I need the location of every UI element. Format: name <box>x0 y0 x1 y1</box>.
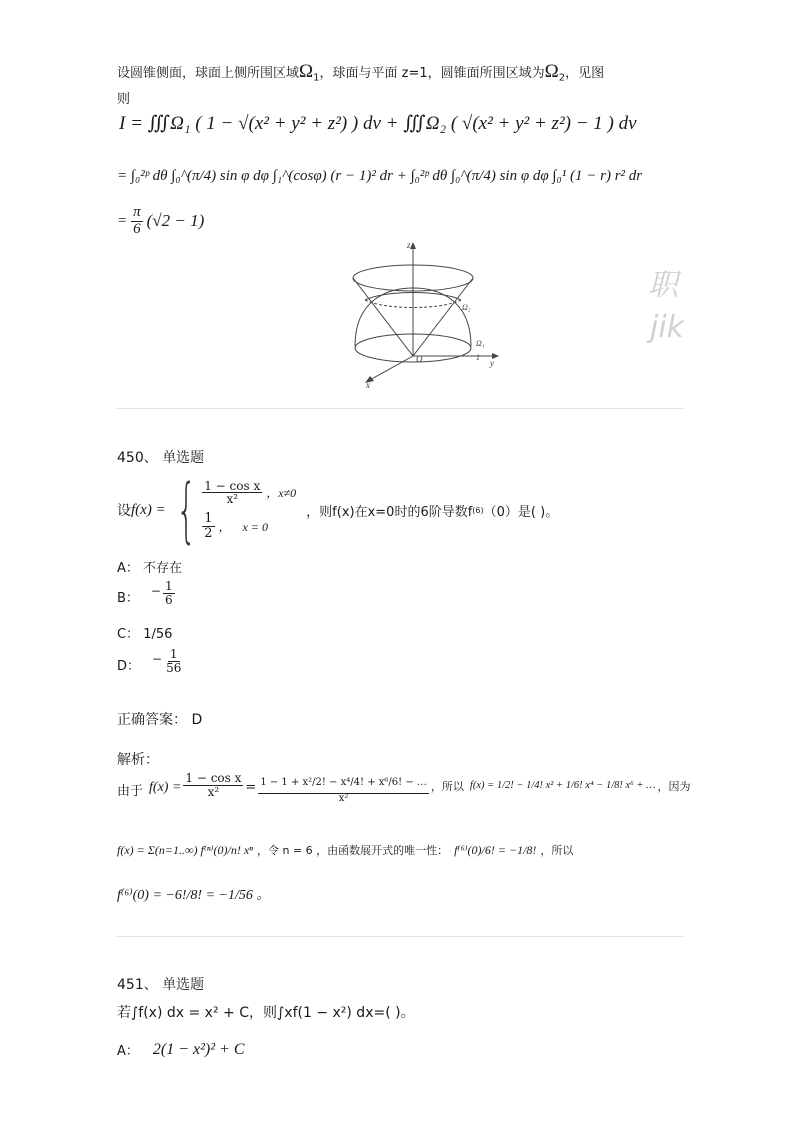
divider-1 <box>117 408 684 409</box>
an1-series-num: 1 − 1 + x²/2! − x⁴/4! + x⁶/6! − … <box>258 774 429 794</box>
option-text: 1/56 <box>143 627 173 642</box>
omega1-symbol: Ω <box>299 61 314 82</box>
q450-stem-end: （0）是( )。 <box>483 504 559 520</box>
answer-value: D <box>191 712 203 728</box>
omega2-subscript: 2 <box>558 72 566 84</box>
option-sign: − <box>150 584 161 599</box>
an1-frac <box>183 772 243 798</box>
q450-case1-num: 1 − cos x <box>204 478 261 493</box>
q450-option-d[interactable] <box>117 648 183 674</box>
result-fraction-den: 6 <box>133 220 141 237</box>
divider-2 <box>117 936 684 937</box>
option-label: B： <box>117 591 139 607</box>
q450-case-1 <box>202 480 296 506</box>
integral-equation-1: I = ∭Ω₁ ( 1 − √(x² + y² + z²) ) dv + ∭Ω₂ ( √(x² + y² + z²) − 1 ) dv <box>119 113 637 134</box>
y-axis-label: y <box>490 358 494 368</box>
option-sign: − <box>152 652 163 667</box>
answer-label: 正确答案： <box>117 712 187 728</box>
option-fraction <box>164 648 183 674</box>
intro-text-a: 设圆锥侧面，球面上侧所围区域 <box>117 66 300 81</box>
an2-formula: f(x) = Σ(n=1..∞) f⁽ⁿ⁾(0)/n! xⁿ <box>117 842 253 857</box>
q450-option-c[interactable] <box>117 623 172 642</box>
q450-case1-cond: ，x≠0 <box>266 486 297 501</box>
watermark-line-1: 职 <box>648 268 678 303</box>
option-num: 1 <box>164 579 173 593</box>
result-tail: (√2 − 1) <box>146 211 205 231</box>
integral-result <box>117 205 204 238</box>
analysis-line-3: f⁽⁶⁾(0) = −6!/8! = −1/56 。 <box>117 888 271 903</box>
q450-stem <box>117 471 558 549</box>
option-text: 2(1 − x²)² + C <box>152 1040 245 1058</box>
option-den: 56 <box>166 660 182 675</box>
option-text: 不存在 <box>143 561 183 576</box>
q450-case2-frac <box>202 512 214 540</box>
an1-eq: = <box>245 780 257 795</box>
option-num: 1 <box>169 647 178 661</box>
q450-stem-prefix: 设 <box>117 503 131 519</box>
an1-fx: f(x) = <box>149 780 182 795</box>
option-label: A： <box>117 1044 139 1059</box>
q450-fx: f(x) = <box>131 501 166 518</box>
q451-option-a[interactable] <box>117 1040 245 1059</box>
an2-text-b: ，所以 <box>540 844 574 857</box>
one-label: 1 <box>476 353 480 362</box>
q450-case1-frac <box>202 480 262 506</box>
z-axis-label: z <box>407 240 411 250</box>
q450-analysis-label: 解析： <box>117 752 159 768</box>
an2-text-a: ，令 n = 6 ，由函数展开式的唯一性： <box>256 844 449 857</box>
q450-brace: { <box>175 469 196 551</box>
q450-case-2 <box>202 512 296 540</box>
q450-case2-num: 1 <box>204 510 213 526</box>
omega1-subscript: 1 <box>313 72 320 84</box>
watermark-line-2: jik <box>650 310 685 345</box>
intro-line-1 <box>117 61 604 84</box>
origin-label: O <box>416 354 423 364</box>
q451-number: 451、 <box>117 977 158 993</box>
intro-line-2: 则 <box>117 92 131 107</box>
q450-case1-den: x² <box>226 492 239 507</box>
analysis-line-1 <box>117 771 691 804</box>
q450-type: 单选题 <box>162 450 205 466</box>
an1-text-a: 由于 <box>117 784 144 799</box>
option-label: C： <box>117 627 140 642</box>
q451-stem: 若∫f(x) dx = x² + C，则∫xf(1 − x²) dx=( )。 <box>117 1005 415 1021</box>
option-den: 6 <box>164 592 173 607</box>
an1-num: 1 − cos x <box>185 771 242 785</box>
q450-option-a[interactable] <box>117 557 182 576</box>
omega2-label: Ω₂ <box>462 303 471 312</box>
an1-text-b: ，所以 <box>430 780 464 793</box>
q450-stem-sup: (6) <box>472 505 484 515</box>
integral-equation-2: = ∫₀²ᵖ dθ ∫₀^(π/4) sin φ dφ ∫₁^(cosφ) (r − 1)² dr + ∫₀²ᵖ dθ ∫₀^(π/4) sin φ dφ ∫₀¹ (1 − r) r² dr <box>117 168 643 184</box>
q450-header <box>117 447 204 467</box>
q450-cases <box>202 480 296 540</box>
intro-text-c: ，见图 <box>565 66 605 81</box>
q450-answer <box>117 709 202 729</box>
result-fraction <box>131 205 143 238</box>
q450-case2-cond: ， x = 0 <box>218 519 268 534</box>
result-fraction-num: π <box>133 204 141 220</box>
an1-series-frac <box>258 774 429 804</box>
result-equals: = <box>117 212 128 229</box>
q450-case2-den: 2 <box>204 525 213 541</box>
q450-number: 450、 <box>117 450 158 466</box>
omega1-label: Ω₁ <box>476 339 485 348</box>
option-label: D： <box>117 659 141 675</box>
an2-eq: f⁽⁶⁾(0)/6! = −1/8! <box>454 842 537 857</box>
q451-type: 单选题 <box>162 977 205 993</box>
analysis-line-2 <box>117 842 687 858</box>
x-axis-line <box>368 356 413 381</box>
option-fraction <box>163 580 175 606</box>
omega2-symbol: Ω <box>544 61 559 82</box>
an1-expansion: f(x) = 1/2! − 1/4! x² + 1/6! x⁴ − 1/8! x⁶ + … <box>469 780 656 791</box>
q451-header <box>117 974 204 994</box>
an1-den: x² <box>207 784 220 799</box>
q450-stem-suffix: ，则f(x)在x=0时的6阶导数f <box>306 504 473 520</box>
q450-option-b[interactable] <box>117 580 175 606</box>
cone-sphere-figure <box>330 238 510 388</box>
an1-series-den: x² <box>338 792 349 804</box>
x-axis-label: x <box>366 380 370 388</box>
option-label: A： <box>117 561 139 576</box>
intro-text-b: ，球面与平面 z=1，圆锥面所围区域为 <box>319 66 545 81</box>
z-axis-arrow <box>410 242 416 249</box>
an1-text-c: ，因为 <box>657 780 691 793</box>
